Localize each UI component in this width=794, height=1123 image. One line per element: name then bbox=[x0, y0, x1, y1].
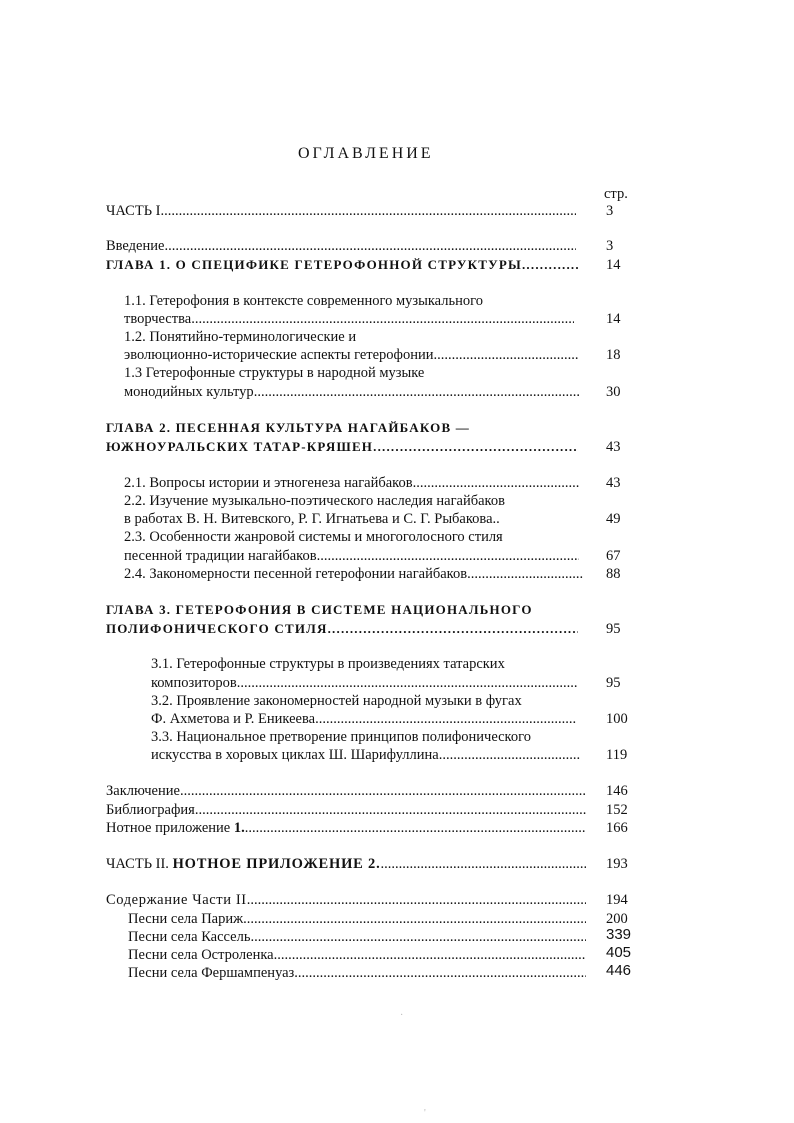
toc-entry-3-2-line1: 3.2. Проявление закономерностей народной музыки в фугах bbox=[151, 693, 522, 709]
toc-entry-chapter2[interactable]: ЮЖНОУРАЛЬСКИХ ТАТАР-КРЯШЕН ..... bbox=[106, 438, 578, 456]
scan-artifact: ' bbox=[424, 1108, 426, 1119]
toc-entry-3-1[interactable]: композиторов ..... bbox=[151, 674, 577, 692]
page-number: 446 bbox=[606, 962, 632, 979]
toc-entry-3-1-line1: 3.1. Гетерофонные структуры в произведениях татарских bbox=[151, 656, 505, 672]
page-number: 14 bbox=[606, 257, 621, 273]
page-number: 30 bbox=[606, 384, 621, 400]
toc-entry-part1[interactable]: ЧАСТЬ I ..... bbox=[106, 202, 576, 220]
toc-entry-chapter2-line1: ГЛАВА 2. ПЕСЕННАЯ КУЛЬТУРА НАГАЙБАКОВ — bbox=[106, 420, 470, 435]
toc-entry-song-kassel[interactable]: Песни села Кассель ..... bbox=[128, 928, 586, 946]
toc-entry-2-3[interactable]: песенной традиции нагайбаков ..... bbox=[124, 547, 579, 565]
scan-artifact: · bbox=[400, 1010, 404, 1021]
page-number: 152 bbox=[606, 802, 628, 818]
toc-entry-1-2-line1: 1.2. Понятийно-терминологические и bbox=[124, 329, 357, 345]
toc-entry-contents-part2[interactable]: Содержание Части II ..... bbox=[106, 891, 586, 909]
toc-entry-3-2[interactable]: Ф. Ахметова и Р. Еникеева ..... bbox=[151, 710, 577, 728]
page-number: 405 bbox=[606, 944, 632, 961]
toc-entry-2-1[interactable]: 2.1. Вопросы истории и этногенеза нагайбаков ..... bbox=[124, 474, 579, 492]
page-number: 194 bbox=[606, 892, 628, 908]
page-number: 88 bbox=[606, 566, 621, 582]
toc-entry-1-3-line1: 1.3 Гетерофонные структуры в народной музыке bbox=[124, 365, 425, 381]
page-number: 49 bbox=[606, 511, 621, 527]
page-number: 3 bbox=[606, 203, 614, 219]
toc-entry-2-2[interactable]: в работах В. Н. Витевского, Р. Г. Игнатьева и С. Г. Рыбакова.. bbox=[124, 511, 500, 527]
toc-entry-appendix1[interactable]: Нотное приложение 1. ..... bbox=[106, 819, 586, 837]
toc-entry-bibliography[interactable]: Библиография ..... bbox=[106, 801, 586, 819]
toc-entry-2-4[interactable]: 2.4. Закономерности песенной гетерофонии нагайбаков ..... bbox=[124, 565, 584, 583]
toc-entry-song-paris[interactable]: Песни села Париж ..... bbox=[128, 910, 586, 928]
toc-entry-1-2[interactable]: эволюционно-исторические аспекты гетерофонии ..... bbox=[124, 346, 579, 364]
page-number: 339 bbox=[606, 926, 632, 943]
page-number: 14 bbox=[606, 311, 621, 327]
page-number: 18 bbox=[606, 347, 621, 363]
page-number: 146 bbox=[606, 783, 628, 799]
page-title: ОГЛАВЛЕНИЕ bbox=[298, 145, 434, 162]
page-number: 166 bbox=[606, 820, 628, 836]
page-number: 43 bbox=[606, 439, 621, 455]
toc-entry-chapter3-line1: ГЛАВА 3. ГЕТЕРОФОНИЯ В СИСТЕМЕ НАЦИОНАЛЬНОГО bbox=[106, 602, 533, 617]
page-number: 119 bbox=[606, 747, 628, 763]
page-number: 95 bbox=[606, 621, 621, 637]
page-number: 200 bbox=[606, 911, 628, 927]
page-number: 95 bbox=[606, 675, 621, 691]
toc-entry-song-ostrolenka[interactable]: Песни села Остроленка ..... bbox=[128, 946, 586, 964]
page-column-header: стр. bbox=[604, 186, 628, 202]
toc-entry-1-1[interactable]: творчества ..... bbox=[124, 310, 574, 328]
toc-entry-3-3[interactable]: искусства в хоровых циклах Ш. Шарифуллина ..... bbox=[151, 746, 581, 764]
toc-entry-part2[interactable]: ЧАСТЬ II. НОТНОЕ ПРИЛОЖЕНИЕ 2. ..... bbox=[106, 855, 586, 873]
toc-entry-1-3[interactable]: монодийных культур ..... bbox=[124, 383, 579, 401]
toc-entry-3-3-line1: 3.3. Национальное претворение принципов полифонического bbox=[151, 729, 531, 745]
toc-entry-conclusion[interactable]: Заключение ..... bbox=[106, 782, 586, 800]
toc-entry-2-3-line1: 2.3. Особенности жанровой системы и многоголосного стиля bbox=[124, 529, 503, 545]
toc-entry-2-2-line1: 2.2. Изучение музыкально-поэтического наследия нагайбаков bbox=[124, 493, 505, 509]
page-number: 67 bbox=[606, 548, 621, 564]
page-number: 193 bbox=[606, 856, 628, 872]
toc-entry-1-1-line1: 1.1. Гетерофония в контексте современного музыкального bbox=[124, 293, 483, 309]
page-number: 43 bbox=[606, 475, 621, 491]
page-number: 3 bbox=[606, 238, 614, 254]
toc-entry-intro[interactable]: Введение ..... bbox=[106, 237, 576, 255]
toc-entry-chapter3[interactable]: ПОЛИФОНИЧЕСКОГО СТИЛЯ ..... bbox=[106, 620, 578, 638]
toc-entry-chapter1[interactable]: ГЛАВА 1. О СПЕЦИФИКЕ ГЕТЕРОФОННОЙ СТРУКТУРЫ ..... bbox=[106, 256, 578, 274]
page-number: 100 bbox=[606, 711, 628, 727]
toc-entry-song-fershampenuaz[interactable]: Песни села Фершампенуаз ..... bbox=[128, 964, 586, 982]
